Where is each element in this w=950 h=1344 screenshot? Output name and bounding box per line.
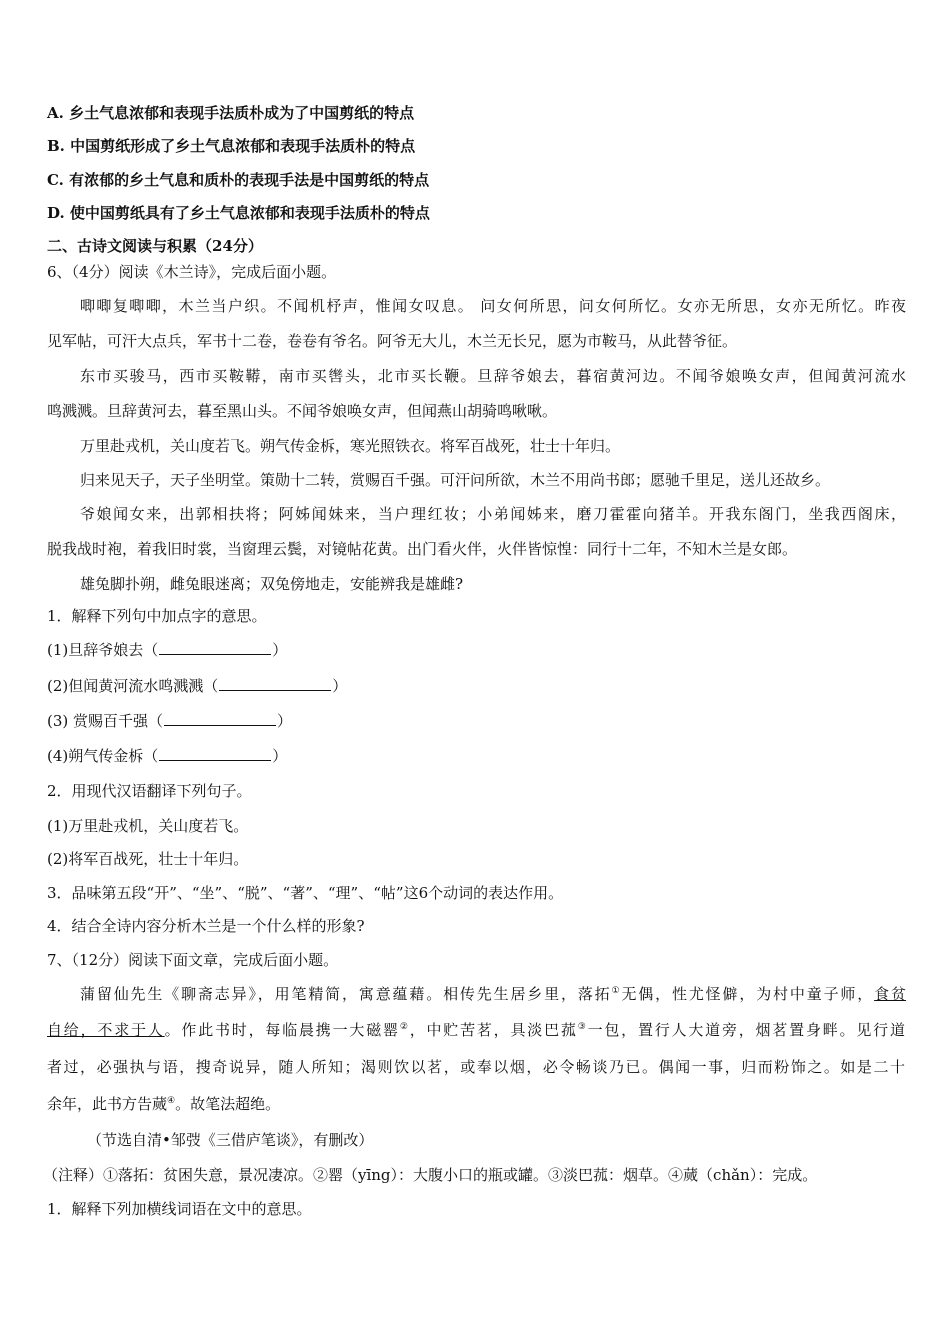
section-title: 二、古诗文阅读与积累（24分）: [47, 237, 263, 255]
translate-item: (1)万里赴戎机，关山度若飞。: [47, 817, 249, 835]
fill-blank-item: [47, 676, 347, 696]
answer-blank[interactable]: [164, 711, 276, 726]
poem-line: 脱我战时袍，着我旧时裳，当窗理云鬓，对镜帖花黄。出门看火伴，火伴皆惊惶：同行十二年，不知木兰是女郎。: [47, 540, 798, 558]
passage-line: 者过，必强执与语，搜奇说异，随人所知；渴则饮以茗，或奉以烟，必令畅谈乃已。偶闻一事，归而粉饰之。如是二十: [47, 1058, 905, 1076]
annotation-notes: （注释）①落拓：贫困失意，景况凄凉。②罂（yīng）：大腹小口的瓶或罐。③淡巴菰：烟草。④蒇（chǎn）：完成。: [43, 1166, 818, 1184]
poem-line: 鸣溅溅。旦辞黄河去，暮至黑山头。不闻爷娘唤女声，但闻燕山胡骑鸣啾啾。: [47, 402, 558, 420]
passage-line: 余年，此书方告蒇④。故笔法超绝。: [47, 1095, 281, 1113]
passage-line: 蒲留仙先生《聊斋志异》，用笔精简，寓意蕴藉。相传先生居乡里，落拓①无偶，性尤怪僻，为村中童子师，食贫: [80, 985, 906, 1003]
fill-blank-label: (1)旦辞爷娘去（: [47, 641, 159, 659]
underlined-phrase: 自给，不求于人: [47, 1021, 165, 1039]
q7-sub1: 1．解释下列加横线词语在文中的意思。: [47, 1200, 312, 1218]
close-paren: ）: [277, 712, 293, 730]
answer-blank[interactable]: [159, 746, 271, 761]
footnote-mark: ③: [577, 1022, 588, 1032]
option-c: C. 有浓郁的乡土气息和质朴的表现手法是中国剪纸的特点: [47, 171, 430, 189]
option-b: B. 中国剪纸形成了乡土气息浓郁和表现手法质朴的特点: [47, 137, 416, 155]
fill-blank-item: [47, 640, 287, 660]
poem-line: 爷娘闻女来，出郭相扶将；阿姊闻妹来，当户理红妆；小弟闻姊来，磨刀霍霍向猪羊。开我东阁门，坐我西阁床，: [80, 505, 906, 523]
source-citation: （节选自清•邹弢《三借庐笔谈》，有删改）: [87, 1131, 374, 1149]
option-a: A. 乡土气息浓郁和表现手法质朴成为了中国剪纸的特点: [47, 104, 415, 122]
passage-line: 自给，不求于人。作此书时，每临晨携一大磁罂②，中贮苦茗，具淡巴菰③一包，置行人大道旁，烟茗置身畔。见行道: [47, 1021, 905, 1039]
poem-line: 见军帖，可汗大点兵，军书十二卷，卷卷有爷名。阿爷无大儿，木兰无长兄，愿为市鞍马，从此替爷征。: [47, 332, 738, 350]
fill-blank-label: (3) 赏赐百千强（: [47, 712, 164, 730]
q6-sub4: 4．结合全诗内容分析木兰是一个什么样的形象?: [47, 917, 365, 935]
close-paren: ）: [332, 677, 348, 695]
close-paren: ）: [272, 641, 288, 659]
fill-blank-item: [47, 746, 287, 766]
underlined-phrase: 食贫: [874, 985, 906, 1003]
option-d: D. 使中国剪纸具有了乡土气息浓郁和表现手法质朴的特点: [47, 204, 430, 222]
fill-blank-item: [47, 711, 292, 731]
footnote-mark: ②: [399, 1022, 410, 1032]
footnote-mark: ①: [611, 986, 622, 996]
q6-sub1-title: 1．解释下列句中加点字的意思。: [47, 607, 267, 625]
answer-blank[interactable]: [159, 640, 271, 655]
fill-blank-label: (2)但闻黄河流水鸣溅溅（: [47, 677, 219, 695]
answer-blank[interactable]: [219, 676, 331, 691]
q7-intro: 7、（12分）阅读下面文章，完成后面小题。: [47, 951, 339, 969]
translate-item: (2)将军百战死，壮士十年归。: [47, 850, 249, 868]
q6-sub3: 3．品味第五段“开”、“坐”、“脱”、“著”、“理”、“帖”这6个动词的表达作用。: [47, 884, 564, 902]
q6-intro: 6、（4分）阅读《木兰诗》，完成后面小题。: [47, 263, 337, 281]
fill-blank-label: (4)朔气传金柝（: [47, 747, 159, 765]
close-paren: ）: [272, 747, 288, 765]
poem-line: 唧唧复唧唧，木兰当户织。不闻机杼声，惟闻女叹息。 问女何所思，问女何所忆。女亦无所思，女亦无所忆。昨夜: [80, 297, 906, 315]
footnote-mark: ④: [167, 1096, 176, 1106]
poem-line: 万里赴戎机，关山度若飞。朔气传金柝，寒光照铁衣。将军百战死，壮士十年归。: [80, 437, 621, 455]
poem-line: 东市买骏马，西市买鞍鞯，南市买辔头，北市买长鞭。旦辞爷娘去，暮宿黄河边。不闻爷娘唤女声，但闻黄河流水: [80, 367, 906, 385]
poem-line: 归来见天子，天子坐明堂。策勋十二转，赏赐百千强。可汗问所欲，木兰不用尚书郎；愿驰千里足，送儿还故乡。: [80, 471, 831, 489]
poem-line: 雄兔脚扑朔，雌兔眼迷离；双兔傍地走，安能辨我是雄雌?: [80, 575, 464, 593]
q6-sub2-title: 2．用现代汉语翻译下列句子。: [47, 782, 252, 800]
